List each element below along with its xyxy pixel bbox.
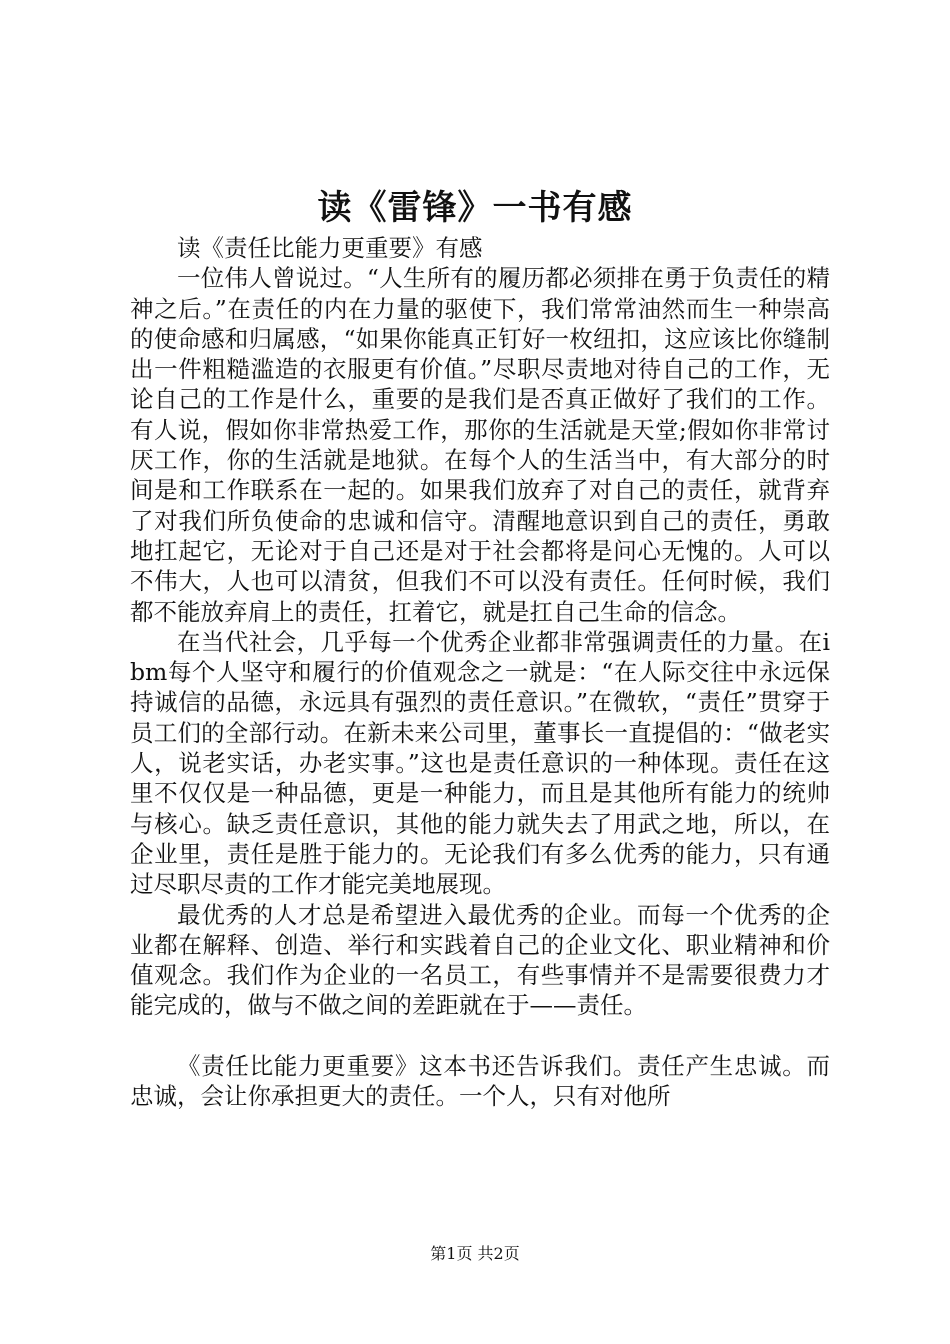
paragraph-spacer: [130, 1021, 830, 1051]
page-footer: 第1页 共2页: [430, 1244, 520, 1263]
paragraph-3: 最优秀的人才总是希望进入最优秀的企业。而每一个优秀的企业都在解释、创造、举行和实践着自己的企业文化、职业精神和价值观念。我们作为企业的一名员工，有些事情并不是需要很费力才能完成的，做与不做之间的差距就在于——责任。: [130, 900, 830, 1020]
paragraph-4: 《责任比能力更重要》这本书还告诉我们。责任产生忠诚。而忠诚，会让你承担更大的责任。一个人，只有对他所: [130, 1051, 830, 1111]
paragraph-2: 在当代社会，几乎每一个优秀企业都非常强调责任的力量。在ibm每个人坚守和履行的价值观念之一就是：“在人际交往中永远保持诚信的品德，永远具有强烈的责任意识。”在微软，“责任”贯穿于员工们的全部行动。在新未来公司里，董事长一直提倡的：“做老实人，说老实话，办老实事。”这也是责任意识的一种体现。责任在这里不仅仅是一种品德，更是一种能力，而且是其他所有能力的统帅与核心。缺乏责任意识，其他的能力就失去了用武之地，所以，在企业里，责任是胜于能力的。无论我们有多么优秀的能力，只有通过尽职尽责的工作才能完美地展现。: [130, 627, 830, 899]
document-title: 读《雷锋》一书有感: [317, 188, 633, 228]
document-body: [130, 233, 830, 1111]
document-subtitle: 读《责任比能力更重要》有感: [177, 234, 483, 262]
paragraph-1: 一位伟人曾说过。“人生所有的履历都必须排在勇于负责任的精神之后。”在责任的内在力量的驱使下，我们常常油然而生一种崇高的使命感和归属感，“如果你能真正钉好一枚纽扣，这应该比你缝制出一件粗糙滥造的衣服更有价值。”尽职尽责地对待自己的工作，无论自己的工作是什么，重要的是我们是否真正做好了我们的工作。有人说，假如你非常热爱工作，那你的生活就是天堂;假如你非常讨厌工作，你的生活就是地狱。在每个人的生活当中，有大部分的时间是和工作联系在一起的。如果我们放弃了对自己的责任，就背弃了对我们所负使命的忠诚和信守。清醒地意识到自己的责任，勇敢地扛起它，无论对于自己还是对于社会都将是问心无愧的。人可以不伟大，人也可以清贫，但我们不可以没有责任。任何时候，我们都不能放弃肩上的责任，扛着它，就是扛自己生命的信念。: [130, 264, 830, 626]
